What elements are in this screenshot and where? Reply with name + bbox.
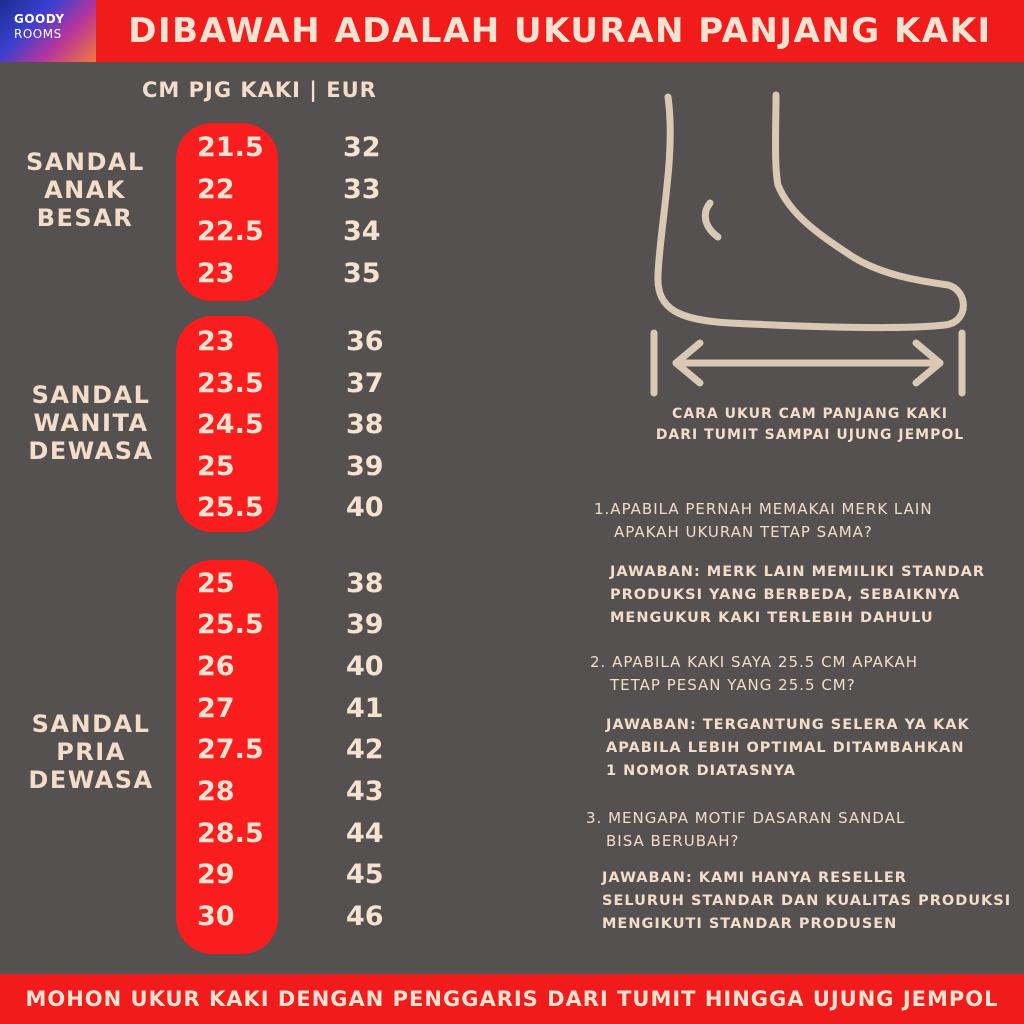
footer-notice: MOHON UKUR KAKI DENGAN PENGGARIS DARI TUMIT HINGGA UJUNG JEMPOL (25, 987, 999, 1011)
header-bar (0, 0, 1024, 62)
faq-answer-line: JAWABAN: KAMI HANYA RESELLER (602, 870, 907, 886)
eur-value: 39 (346, 609, 384, 640)
group-label-line: SANDAL (26, 148, 145, 176)
faq-answer (606, 714, 970, 783)
cm-value: 27.5 (197, 734, 264, 765)
group-label-line: WANITA (33, 409, 149, 437)
cm-value: 25 (197, 568, 235, 599)
eur-value: 35 (343, 258, 381, 289)
cm-value: 28 (197, 776, 235, 807)
eur-value: 40 (346, 651, 384, 682)
cm-value: 22 (197, 174, 235, 205)
cm-value: 23.5 (197, 368, 264, 399)
cm-value: 25.5 (197, 609, 264, 640)
group-label-line: SANDAL (31, 710, 151, 738)
faq-answer-line: JAWABAN: MERK LAIN MEMILIKI STANDAR (610, 564, 986, 580)
cm-value: 21.5 (197, 132, 264, 163)
ankle-curve (705, 203, 718, 237)
faq-question-line: 2. APABILA KAKI SAYA 25.5 CM APAKAH (590, 653, 918, 671)
faq-answer-line: MENGUKUR KAKI TERLEBIH DAHULU (610, 610, 934, 626)
faq-question (590, 651, 918, 697)
footer-bar (0, 974, 1024, 1024)
faq-question-line: TETAP PESAN YANG 25.5 CM? (610, 676, 856, 694)
logo-line-2: ROOMS (14, 27, 62, 41)
faq-question-line: 3. MENGAPA MOTIF DASARAN SANDAL (586, 809, 906, 827)
faq-answer (610, 561, 985, 630)
measure-caption (600, 404, 1020, 446)
eur-value: 38 (346, 409, 384, 440)
eur-value: 32 (343, 132, 381, 163)
cm-value: 23 (197, 258, 235, 289)
cm-value: 29 (197, 859, 235, 890)
faq-question (594, 498, 933, 544)
group-label-line: BESAR (36, 204, 134, 232)
cm-value: 30 (197, 901, 235, 932)
cm-value: 26 (197, 651, 235, 682)
eur-value: 41 (346, 693, 384, 724)
column-header: CM PJG KAKI | EUR (142, 78, 377, 102)
eur-value: 45 (346, 859, 384, 890)
eur-value: 37 (346, 368, 384, 399)
faq-question-line: APAKAH UKURAN TETAP SAMA? (614, 523, 873, 541)
group-label (24, 381, 158, 465)
eur-value: 40 (346, 492, 384, 523)
eur-value: 36 (346, 326, 384, 357)
group-label-line: SANDAL (31, 381, 151, 409)
faq-answer-line: APABILA LEBIH OPTIMAL DITAMBAHKAN (606, 740, 965, 756)
cm-value: 25 (197, 451, 235, 482)
eur-value: 34 (343, 216, 381, 247)
logo-line-1: GOODY (14, 12, 65, 26)
group-label-line: DEWASA (28, 437, 154, 465)
faq-answer-line: SELURUH STANDAR DAN KUALITAS PRODUKSI (602, 893, 1012, 909)
group-label-line: ANAK (44, 176, 126, 204)
foot-measure-icon (640, 85, 980, 400)
cm-value: 27 (197, 693, 235, 724)
faq-answer-line: PRODUKSI YANG BERBEDA, SEBAIKNYA (610, 587, 961, 603)
group-label-line: DEWASA (28, 766, 154, 794)
cm-value: 22.5 (197, 216, 264, 247)
eur-value: 33 (343, 174, 381, 205)
cm-value: 23 (197, 326, 235, 357)
cm-value: 28.5 (197, 818, 264, 849)
eur-value: 42 (346, 734, 384, 765)
faq-answer-line: MENGIKUTI STANDAR PRODUSEN (602, 916, 898, 932)
brand-logo (0, 0, 96, 62)
faq-question-line: BISA BERUBAH? (606, 832, 740, 850)
faq-answer-line: 1 NOMOR DIATASNYA (606, 763, 796, 779)
cm-value: 24.5 (197, 409, 264, 440)
group-label (26, 148, 144, 232)
group-label (24, 710, 158, 794)
measure-caption-line: CARA UKUR CAM PANJANG KAKI (672, 406, 948, 422)
faq-answer (602, 867, 1011, 936)
page-title: DIBAWAH ADALAH UKURAN PANJANG KAKI (128, 11, 992, 51)
faq-answer-line: JAWABAN: TERGANTUNG SELERA YA KAK (606, 717, 970, 733)
eur-value: 43 (346, 776, 384, 807)
eur-value: 46 (346, 901, 384, 932)
faq-question (586, 807, 905, 853)
eur-value: 39 (346, 451, 384, 482)
faq-question-line: 1.APABILA PERNAH MEMAKAI MERK LAIN (594, 500, 933, 518)
eur-value: 44 (346, 818, 384, 849)
eur-value: 38 (346, 568, 384, 599)
cm-value: 25.5 (197, 492, 264, 523)
measure-caption-line: DARI TUMIT SAMPAI UJUNG JEMPOL (655, 427, 965, 443)
group-label-line: PRIA (56, 738, 126, 766)
